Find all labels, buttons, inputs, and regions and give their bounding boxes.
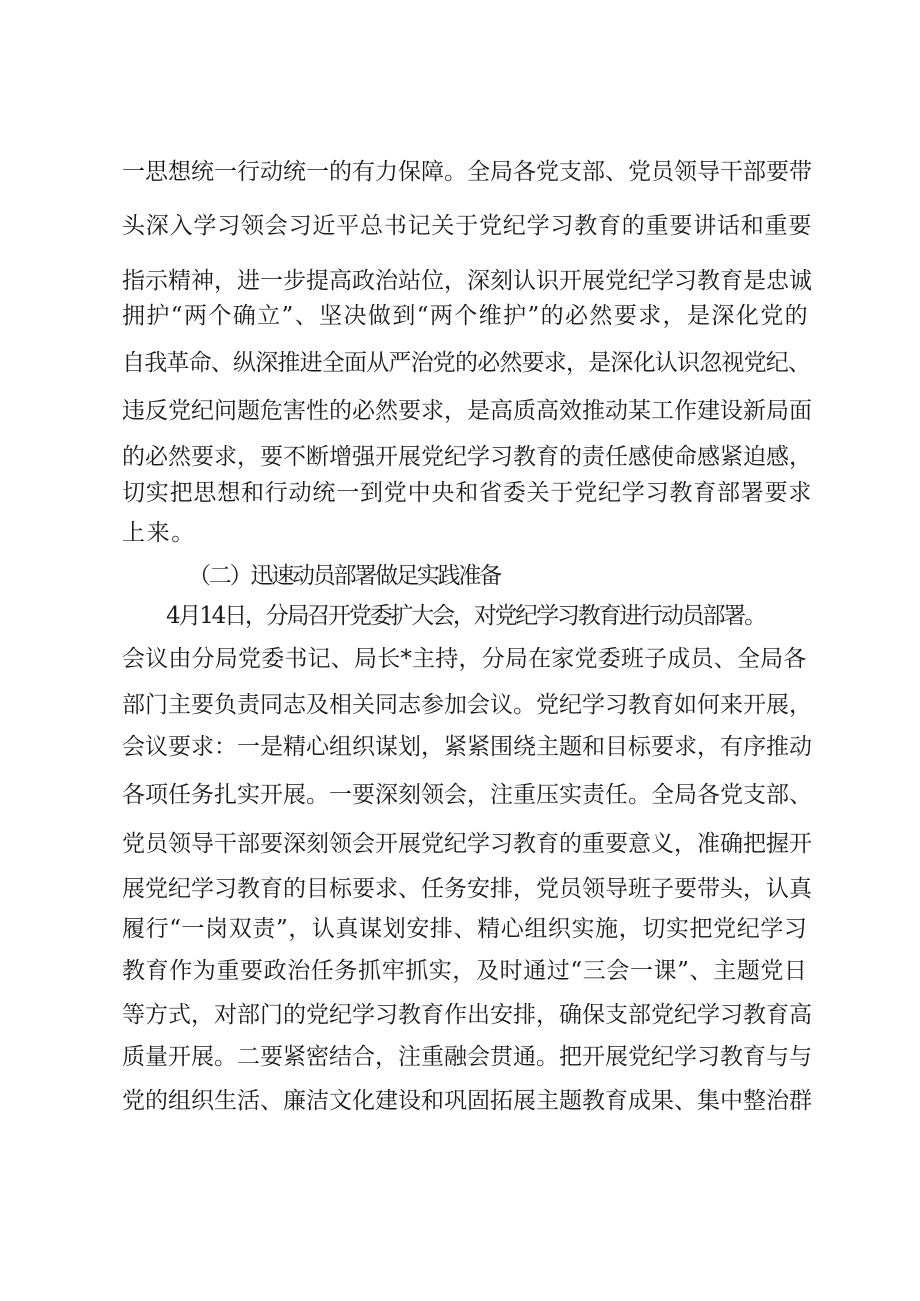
section-heading: （二）迅速动员部署做足实践准备 bbox=[188, 563, 501, 589]
paragraph-line: 一思想统一行动统一的有力保障。全局各党支部、党员领导干部要带 bbox=[122, 159, 812, 185]
paragraph-line: 违反党纪问题危害性的必然要求，是高质高效推动某工作建设新局面 bbox=[122, 398, 812, 424]
paragraph-line: 展党纪学习教育的目标要求、任务安排，党员领导班子要带头，认真 bbox=[122, 876, 812, 902]
paragraph-line: 切实把思想和行动统一到党中央和省委关于党纪学习教育部署要求 bbox=[122, 480, 813, 506]
paragraph-line: 指示精神，进一步提高政治站位，深刻认识开展党纪学习教育是忠诚 bbox=[122, 268, 812, 294]
paragraph-line: 质量开展。二要紧密结合，注重融会贯通。把开展党纪学习教育与与 bbox=[122, 1044, 812, 1070]
paragraph-line: 4月14日，分局召开党委扩大会，对党纪学习教育进行动员部署。 bbox=[166, 603, 765, 629]
paragraph-line: 党的组织生活、廉洁文化建设和巩固拓展主题教育成果、集中整治群 bbox=[122, 1088, 812, 1114]
paragraph-line: 各项任务扎实开展。一要深刻领会，注重压实责任。全局各党支部、 bbox=[122, 782, 812, 808]
paragraph-line: 上来。 bbox=[122, 520, 196, 546]
paragraph-line: 会议由分局党委书记、局长*主持，分局在家党委班子成员、全局各 bbox=[122, 646, 807, 672]
paragraph-line: 的必然要求，要不断增强开展党纪学习教育的责任感使命感紧迫感， bbox=[122, 444, 812, 470]
paragraph-line: 头深入学习领会习近平总书记关于党纪学习教育的重要讲话和重要 bbox=[122, 213, 813, 239]
paragraph-line: 拥护“两个确立”、坚决做到“两个维护”的必然要求，是深化党的 bbox=[122, 303, 810, 329]
paragraph-line: 自我革命、纵深推进全面从严治党的必然要求，是深化认识忽视党纪、 bbox=[122, 350, 811, 376]
paragraph-line: 履行“一岗双责”，认真谋划安排、精心组织实施，切实把党纪学习 bbox=[122, 916, 808, 942]
paragraph-line: 党员领导干部要深刻领会开展党纪学习教育的重要意义，准确把握开 bbox=[122, 831, 812, 857]
paragraph-line: 教育作为重要政治任务抓牢抓实，及时通过“三会一课”、主题党日 bbox=[122, 958, 808, 984]
paragraph-line: 会议要求：一是精心组织谋划，紧紧围绕主题和目标要求，有序推动 bbox=[122, 734, 812, 760]
paragraph-line: 部门主要负责同志及相关同志参加会议。党纪学习教育如何来开展， bbox=[122, 692, 812, 718]
paragraph-line: 等方式，对部门的党纪学习教育作出安排，确保支部党纪学习教育高 bbox=[122, 1002, 812, 1028]
